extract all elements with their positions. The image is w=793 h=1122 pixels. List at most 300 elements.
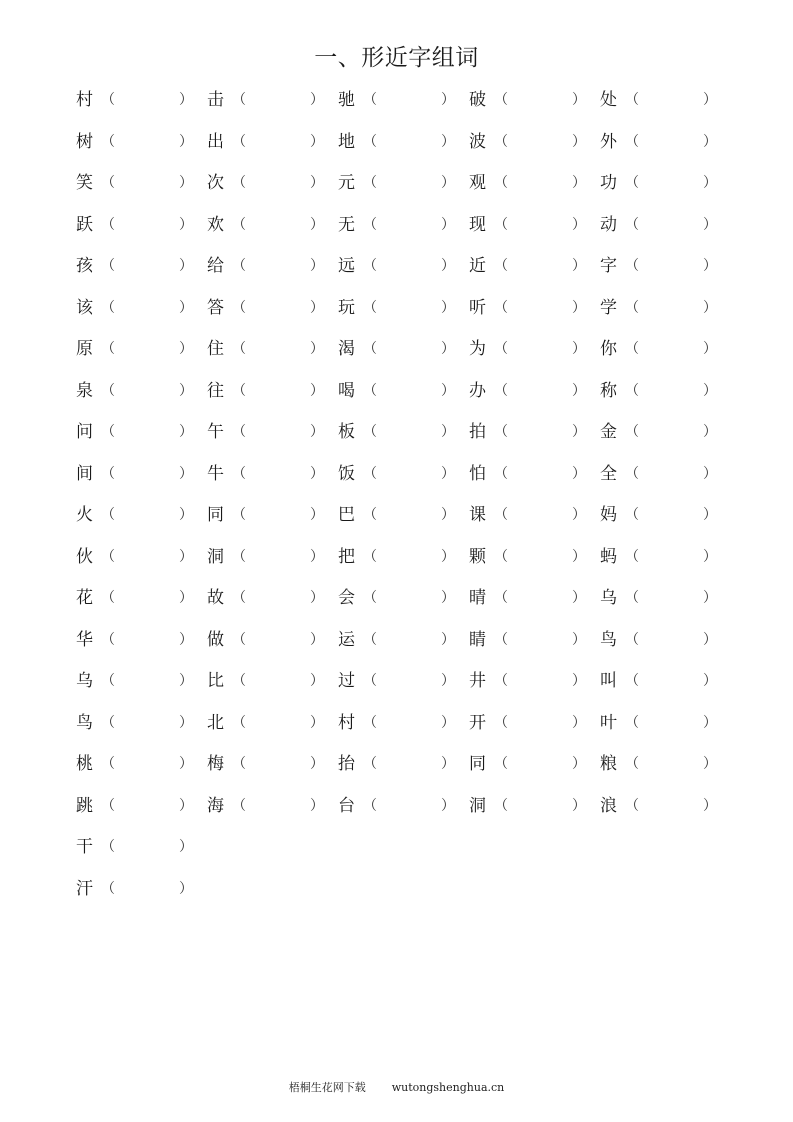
answer-blank[interactable] [376, 462, 438, 486]
answer-blank[interactable] [638, 296, 700, 320]
open-paren: （ [101, 424, 115, 440]
worksheet-row [76, 626, 736, 668]
close-paren: ） [703, 673, 717, 689]
open-paren: （ [101, 175, 115, 191]
open-paren: （ [494, 756, 508, 772]
character-label: 课 [469, 505, 486, 525]
close-paren: ） [179, 299, 193, 316]
close-paren: ） [310, 258, 324, 274]
close-paren: ） [179, 631, 193, 648]
answer-blank[interactable] [114, 545, 176, 569]
close-paren: ） [703, 382, 717, 399]
answer-blank[interactable] [507, 462, 569, 486]
close-paren: ） [310, 133, 324, 150]
word-item [76, 501, 208, 529]
answer-blank[interactable] [638, 462, 700, 486]
answer-blank[interactable] [245, 296, 307, 320]
character-label: 字 [600, 256, 617, 276]
close-paren: ） [703, 216, 717, 233]
answer-blank[interactable] [507, 254, 569, 278]
page-title: 一、形近字组词 [314, 45, 479, 71]
word-item [469, 211, 601, 239]
character-label: 为 [469, 339, 486, 359]
open-paren: （ [101, 839, 115, 855]
word-item [76, 460, 208, 488]
close-paren: ） [572, 175, 586, 191]
open-paren: （ [363, 714, 377, 731]
word-item [207, 626, 339, 654]
answer-blank[interactable] [507, 752, 569, 776]
close-paren: ） [441, 258, 455, 274]
answer-blank[interactable] [114, 503, 176, 527]
page-footer [0, 1080, 793, 1096]
worksheet-row [76, 460, 736, 502]
close-paren: ） [441, 341, 455, 357]
answer-blank[interactable] [638, 130, 700, 154]
close-paren: ） [441, 673, 455, 689]
character-label: 外 [600, 131, 617, 152]
word-item [469, 584, 601, 612]
answer-blank[interactable] [114, 213, 176, 237]
worksheet-row [76, 792, 736, 834]
answer-blank[interactable] [245, 420, 307, 444]
close-paren: ） [572, 631, 586, 648]
close-paren: ） [310, 756, 324, 772]
word-item [338, 86, 470, 114]
answer-blank[interactable] [376, 752, 438, 776]
character-label: 功 [600, 173, 617, 193]
character-label: 台 [338, 795, 355, 816]
close-paren: ） [572, 341, 586, 357]
answer-blank[interactable] [245, 254, 307, 278]
worksheet-row [76, 86, 736, 128]
close-paren: ） [441, 631, 455, 648]
open-paren: （ [625, 299, 639, 316]
worksheet-row [76, 377, 736, 419]
open-paren: （ [232, 465, 246, 482]
character-label: 比 [207, 671, 224, 691]
character-label: 破 [469, 90, 486, 110]
answer-blank[interactable] [245, 752, 307, 776]
open-paren: （ [625, 92, 639, 108]
answer-blank[interactable] [638, 254, 700, 278]
character-label: 饭 [338, 463, 355, 484]
open-paren: （ [232, 714, 246, 731]
answer-blank[interactable] [638, 628, 700, 652]
worksheet-row [76, 833, 736, 875]
answer-blank[interactable] [245, 462, 307, 486]
open-paren: （ [101, 631, 115, 648]
answer-blank[interactable] [638, 420, 700, 444]
character-label: 树 [76, 131, 93, 152]
answer-blank[interactable] [114, 130, 176, 154]
character-label: 粮 [600, 754, 617, 774]
open-paren: （ [625, 424, 639, 440]
answer-blank[interactable] [245, 171, 307, 195]
answer-blank[interactable] [507, 379, 569, 403]
close-paren: ） [572, 714, 586, 731]
answer-blank[interactable] [114, 628, 176, 652]
close-paren: ） [179, 424, 193, 440]
open-paren: （ [363, 673, 377, 689]
answer-blank[interactable] [507, 171, 569, 195]
word-item [469, 294, 601, 322]
worksheet-row [76, 335, 736, 377]
close-paren: ） [703, 590, 717, 606]
close-paren: ） [179, 548, 193, 565]
close-paren: ） [441, 382, 455, 399]
word-item [76, 584, 208, 612]
word-item [600, 709, 732, 737]
answer-blank[interactable] [245, 586, 307, 610]
answer-blank[interactable] [114, 462, 176, 486]
answer-blank[interactable] [507, 628, 569, 652]
open-paren: （ [101, 880, 115, 897]
word-item [76, 792, 208, 820]
footer-site-name: 梧桐生花网下载 [288, 1081, 366, 1094]
open-paren: （ [232, 258, 246, 274]
open-paren: （ [363, 133, 377, 150]
close-paren: ） [310, 714, 324, 731]
word-item [469, 335, 601, 363]
open-paren: （ [625, 590, 639, 606]
close-paren: ） [179, 673, 193, 689]
answer-blank[interactable] [114, 586, 176, 610]
open-paren: （ [101, 797, 115, 814]
open-paren: （ [625, 382, 639, 399]
answer-blank[interactable] [507, 213, 569, 237]
answer-blank[interactable] [638, 337, 700, 361]
word-item [207, 252, 339, 280]
word-item [338, 169, 470, 197]
answer-blank[interactable] [638, 171, 700, 195]
character-label: 井 [469, 671, 486, 691]
answer-blank[interactable] [245, 628, 307, 652]
close-paren: ） [179, 714, 193, 731]
answer-blank[interactable] [245, 379, 307, 403]
open-paren: （ [101, 92, 115, 108]
close-paren: ） [179, 341, 193, 357]
word-item [207, 460, 339, 488]
open-paren: （ [625, 341, 639, 357]
word-item [207, 335, 339, 363]
word-item [76, 128, 208, 156]
word-item [600, 460, 732, 488]
close-paren: ） [703, 92, 717, 108]
answer-blank[interactable] [245, 711, 307, 735]
character-label: 泉 [76, 380, 93, 401]
close-paren: ） [703, 258, 717, 274]
character-label: 玩 [338, 297, 355, 318]
close-paren: ） [703, 133, 717, 150]
open-paren: （ [232, 382, 246, 399]
answer-blank[interactable] [245, 88, 307, 112]
word-item [207, 377, 339, 405]
character-label: 原 [76, 339, 93, 359]
open-paren: （ [494, 797, 508, 814]
answer-blank[interactable] [638, 545, 700, 569]
word-item [338, 543, 470, 571]
answer-blank[interactable] [245, 669, 307, 693]
word-item [76, 211, 208, 239]
character-label: 做 [207, 629, 224, 650]
word-item [338, 584, 470, 612]
word-item [76, 543, 208, 571]
close-paren: ） [572, 382, 586, 399]
close-paren: ） [310, 507, 324, 523]
word-item [207, 543, 339, 571]
word-item [469, 169, 601, 197]
character-label: 鸟 [600, 629, 617, 650]
open-paren: （ [494, 631, 508, 648]
word-item [338, 418, 470, 446]
word-item [338, 335, 470, 363]
character-label: 蚂 [600, 546, 617, 567]
answer-blank[interactable] [376, 711, 438, 735]
worksheet-row [76, 128, 736, 170]
answer-blank[interactable] [376, 503, 438, 527]
close-paren: ） [703, 756, 717, 772]
answer-blank[interactable] [376, 88, 438, 112]
answer-blank[interactable] [245, 545, 307, 569]
answer-blank[interactable] [376, 254, 438, 278]
character-label: 间 [76, 463, 93, 484]
close-paren: ） [441, 424, 455, 440]
answer-blank[interactable] [507, 337, 569, 361]
answer-blank[interactable] [245, 130, 307, 154]
word-item [469, 418, 601, 446]
open-paren: （ [625, 175, 639, 191]
character-label: 妈 [600, 505, 617, 525]
open-paren: （ [101, 382, 115, 399]
character-label: 开 [469, 712, 486, 733]
word-item [600, 792, 732, 820]
character-label: 近 [469, 256, 486, 276]
open-paren: （ [232, 92, 246, 108]
answer-blank[interactable] [245, 213, 307, 237]
word-item [600, 750, 732, 778]
character-label: 击 [207, 90, 224, 110]
character-label: 给 [207, 256, 224, 276]
character-label: 远 [338, 256, 355, 276]
character-label: 孩 [76, 256, 93, 276]
answer-blank[interactable] [507, 794, 569, 818]
word-item [338, 128, 470, 156]
word-item [600, 128, 732, 156]
close-paren: ） [572, 756, 586, 772]
open-paren: （ [363, 797, 377, 814]
answer-blank[interactable] [114, 296, 176, 320]
answer-blank[interactable] [638, 794, 700, 818]
answer-blank[interactable] [114, 835, 176, 859]
close-paren: ） [572, 133, 586, 150]
open-paren: （ [625, 507, 639, 523]
answer-blank[interactable] [376, 296, 438, 320]
answer-blank[interactable] [376, 213, 438, 237]
answer-blank[interactable] [507, 711, 569, 735]
answer-blank[interactable] [638, 586, 700, 610]
close-paren: ） [310, 631, 324, 648]
word-item [469, 128, 601, 156]
answer-blank[interactable] [245, 794, 307, 818]
close-paren: ） [310, 92, 324, 108]
open-paren: （ [232, 548, 246, 565]
word-item [600, 626, 732, 654]
open-paren: （ [363, 299, 377, 316]
open-paren: （ [494, 299, 508, 316]
answer-blank[interactable] [376, 669, 438, 693]
close-paren: ） [179, 382, 193, 399]
open-paren: （ [363, 548, 377, 565]
character-label: 无 [338, 214, 355, 235]
word-item [76, 169, 208, 197]
answer-blank[interactable] [638, 752, 700, 776]
character-label: 怕 [469, 463, 486, 484]
close-paren: ） [572, 299, 586, 316]
answer-blank[interactable] [507, 296, 569, 320]
close-paren: ） [310, 382, 324, 399]
close-paren: ） [703, 507, 717, 523]
character-label: 晴 [469, 588, 486, 608]
close-paren: ） [441, 299, 455, 316]
answer-blank[interactable] [507, 88, 569, 112]
answer-blank[interactable] [638, 711, 700, 735]
answer-blank[interactable] [376, 130, 438, 154]
open-paren: （ [232, 216, 246, 233]
word-item [76, 667, 208, 695]
answer-blank[interactable] [638, 503, 700, 527]
character-label: 叫 [600, 671, 617, 691]
answer-blank[interactable] [376, 337, 438, 361]
answer-blank[interactable] [638, 379, 700, 403]
answer-blank[interactable] [376, 379, 438, 403]
answer-blank[interactable] [376, 545, 438, 569]
character-label: 洞 [469, 795, 486, 816]
character-label: 伙 [76, 546, 93, 567]
open-paren: （ [494, 673, 508, 689]
word-item [207, 501, 339, 529]
close-paren: ） [310, 424, 324, 440]
open-paren: （ [363, 175, 377, 191]
open-paren: （ [101, 673, 115, 689]
word-item [76, 294, 208, 322]
worksheet-row [76, 543, 736, 585]
answer-blank[interactable] [507, 420, 569, 444]
character-label: 观 [469, 173, 486, 193]
answer-blank[interactable] [114, 794, 176, 818]
close-paren: ） [179, 797, 193, 814]
answer-blank[interactable] [114, 877, 176, 901]
answer-blank[interactable] [245, 503, 307, 527]
word-item [76, 252, 208, 280]
open-paren: （ [494, 424, 508, 440]
answer-blank[interactable] [507, 545, 569, 569]
close-paren: ） [703, 341, 717, 357]
open-paren: （ [232, 590, 246, 606]
answer-blank[interactable] [245, 337, 307, 361]
open-paren: （ [625, 133, 639, 150]
answer-blank[interactable] [507, 130, 569, 154]
open-paren: （ [232, 507, 246, 523]
word-item [76, 833, 208, 861]
open-paren: （ [494, 382, 508, 399]
open-paren: （ [494, 216, 508, 233]
open-paren: （ [101, 133, 115, 150]
character-label: 全 [600, 463, 617, 484]
character-label: 地 [338, 131, 355, 152]
open-paren: （ [101, 714, 115, 731]
word-item [338, 501, 470, 529]
answer-blank[interactable] [114, 752, 176, 776]
answer-blank[interactable] [114, 420, 176, 444]
word-item [207, 667, 339, 695]
word-item [207, 169, 339, 197]
answer-blank[interactable] [114, 88, 176, 112]
close-paren: ） [572, 507, 586, 523]
answer-blank[interactable] [376, 628, 438, 652]
answer-blank[interactable] [114, 171, 176, 195]
answer-blank[interactable] [114, 379, 176, 403]
answer-blank[interactable] [638, 213, 700, 237]
answer-blank[interactable] [376, 420, 438, 444]
open-paren: （ [101, 507, 115, 523]
open-paren: （ [625, 548, 639, 565]
word-item [207, 709, 339, 737]
answer-blank[interactable] [376, 586, 438, 610]
answer-blank[interactable] [507, 503, 569, 527]
close-paren: ） [441, 216, 455, 233]
answer-blank[interactable] [114, 711, 176, 735]
close-paren: ） [179, 175, 193, 191]
answer-blank[interactable] [114, 669, 176, 693]
character-label: 住 [207, 339, 224, 359]
word-item [469, 501, 601, 529]
answer-blank[interactable] [507, 669, 569, 693]
open-paren: （ [101, 590, 115, 606]
answer-blank[interactable] [376, 794, 438, 818]
close-paren: ） [310, 548, 324, 565]
character-label: 村 [338, 712, 355, 733]
word-item [207, 418, 339, 446]
answer-blank[interactable] [638, 669, 700, 693]
close-paren: ） [441, 133, 455, 150]
character-label: 跃 [76, 214, 93, 235]
answer-blank[interactable] [507, 586, 569, 610]
word-item [76, 377, 208, 405]
character-label: 乌 [76, 671, 93, 691]
character-label: 同 [469, 754, 486, 774]
answer-blank[interactable] [114, 254, 176, 278]
answer-blank[interactable] [114, 337, 176, 361]
answer-blank[interactable] [376, 171, 438, 195]
open-paren: （ [232, 797, 246, 814]
open-paren: （ [625, 258, 639, 274]
open-paren: （ [363, 631, 377, 648]
close-paren: ） [572, 258, 586, 274]
answer-blank[interactable] [638, 88, 700, 112]
word-item [207, 584, 339, 612]
close-paren: ） [572, 216, 586, 233]
open-paren: （ [494, 465, 508, 482]
word-item [338, 294, 470, 322]
open-paren: （ [232, 424, 246, 440]
close-paren: ） [572, 590, 586, 606]
worksheet-row [76, 169, 736, 211]
character-label: 洞 [207, 546, 224, 567]
word-item [338, 709, 470, 737]
word-item [338, 792, 470, 820]
open-paren: （ [232, 133, 246, 150]
